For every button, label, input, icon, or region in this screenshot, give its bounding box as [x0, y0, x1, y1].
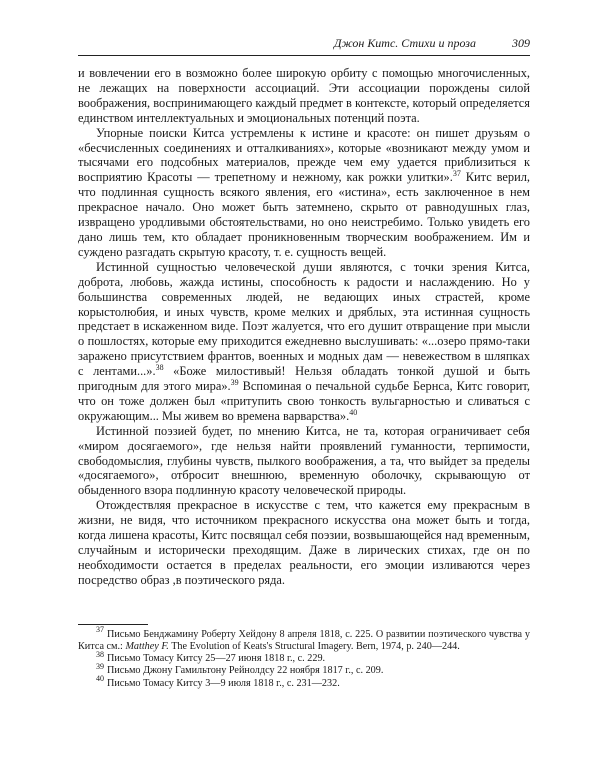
paragraph: [78, 260, 530, 424]
header-rule: [78, 55, 530, 56]
paragraph: [78, 66, 530, 126]
footnote-ref-39[interactable]: 39: [230, 377, 239, 387]
running-header: [78, 36, 530, 50]
footnote-text: The Evolution of Keats's Structural Imagery. Bern, 1974, p. 240—244.: [168, 640, 460, 652]
footnote-text: Письмо Джону Гамильтону Рейнолдсу 22 ноября 1817 г., с. 209.: [107, 665, 384, 677]
paragraph: [78, 498, 530, 587]
footnote-ref-38[interactable]: 38: [155, 363, 164, 372]
running-title: Джон Китс. Стихи и проза: [333, 36, 476, 50]
footnote-rule: [78, 624, 148, 625]
paragraph-text: «Боже милостивый! Нельзя обладать тонкой душой и быть пригодным для этого мира».: [78, 364, 530, 394]
footnote: [78, 649, 530, 665]
footnote-ref-40[interactable]: 40: [349, 407, 358, 417]
page-number: 309: [512, 36, 530, 50]
footnotes: [78, 625, 530, 690]
paragraph-text: Вспоминая о печальной судьбе Бернса, Китс говорит, что он тоже должен был «притупить свою тонкость вульгарностью и сливаться с окружающим... Мы живем во времена варварства».: [78, 379, 530, 423]
paragraph-text: Истинной сущностью человеческой души являются, с точки зрения Китса, доброта, любовь, жажда истины, способность к радости и наслаждению. Но у большинства современных людей, не ведающих иных страстей, кроме корыстолюбия, и иных чувств, кроме мелких и дряблых, эта истинная сущность предстает в искаженном виде. Поэт жалуется, что его душит отвращение при мысли о пошлостях, которые ему приходится ежедневно выслушивать: «...озеро прямо-таки заражено присутствием франтов, военных и модных дам — невежеством в шляпках с лентами...».: [78, 259, 530, 379]
footnote-text: Письмо Бенджамину Роберту Хейдону 8 апреля 1818, с. 225. О развитии поэтического чувства у Китса см.:: [78, 628, 530, 652]
footnote-number: 37: [96, 625, 104, 635]
paragraph-text: Отождествляя прекрасное в искусстве с тем, что кажется ему прекрасным в жизни, не видя, что источником прекрасного искусства она может быть и тогда, когда лишена красоты, Китс посвящал себя поэзии, возвышающейся над временным, случайным и исторически преходящим. Даже в лирических стихах, где он по необходимости остается в пределах реальности, его эмоции изливаются через посредство образ ,в поэтического ряда.: [78, 498, 530, 587]
paragraph-text: Китс верил, что подлинная сущность всякого явления, его «истина», есть заключенное в нем прекрасное начало. Оно может быть затемнено, скрыто от равнодушных глаз, извращено уродливыми обстоятельствами, но оно неистребимо. Только увидеть его дано лишь тем, кто обладает проникновенным творческим воображением. Им и суждено разгадать скрытую красоту, т. е. сущность вещей.: [78, 170, 530, 259]
footnote: [78, 674, 530, 690]
main-text: [78, 66, 530, 588]
paragraph-text: и вовлечении его в возможно более широкую орбиту с помощью многочисленных, не лежащих на поверхности ассоциаций. Эти ассоциации порождены силой воображения, воспринимающего каждый предмет в контексте, который определяется единством интеллектуальных и эмоциональных потенций поэта.: [78, 66, 530, 125]
paragraph: [78, 126, 530, 260]
paragraph-text: Истинной поэзией будет, по мнению Китса, не та, которая ограничивает себя «миром досягаемого», где нельзя найти проявлений гуманности, терпимости, свободомыслия, глубины чувств, пылкого воображения, а та, что выйдет за пределы «досягаемого», отбросит внешнюю, временную оболочку, скрывающую от обыденного взора подлинную красоту человеческой природы.: [78, 423, 530, 498]
footnote-text: Письмо Томасу Китсу 3—9 июля 1818 г., с. 231—232.: [107, 677, 340, 689]
footnote: [78, 625, 530, 653]
footnote-number: 40: [96, 674, 104, 684]
footnote-ref-37[interactable]: 37: [452, 169, 461, 179]
footnote-number: 39: [96, 661, 104, 671]
paragraph: [78, 424, 530, 499]
paragraph-text: Упорные поиски Китса устремлены к истине и красоте: он пишет друзьям о «бесчисленных соединениях и отталкиваниях», которые «возникают между умом и тысячами его подсобных материалов, прежде чем ему удается приблизиться к восприятию Красоты — трепетному и нежному, как рожки улитки».: [78, 125, 530, 185]
footnote-text: Письмо Томасу Китсу 25—27 июня 1818 г., с. 229.: [107, 653, 326, 665]
footnote-number: 38: [96, 649, 104, 659]
footnote: [78, 661, 530, 677]
footnote-author: Matthey F.: [125, 640, 169, 652]
